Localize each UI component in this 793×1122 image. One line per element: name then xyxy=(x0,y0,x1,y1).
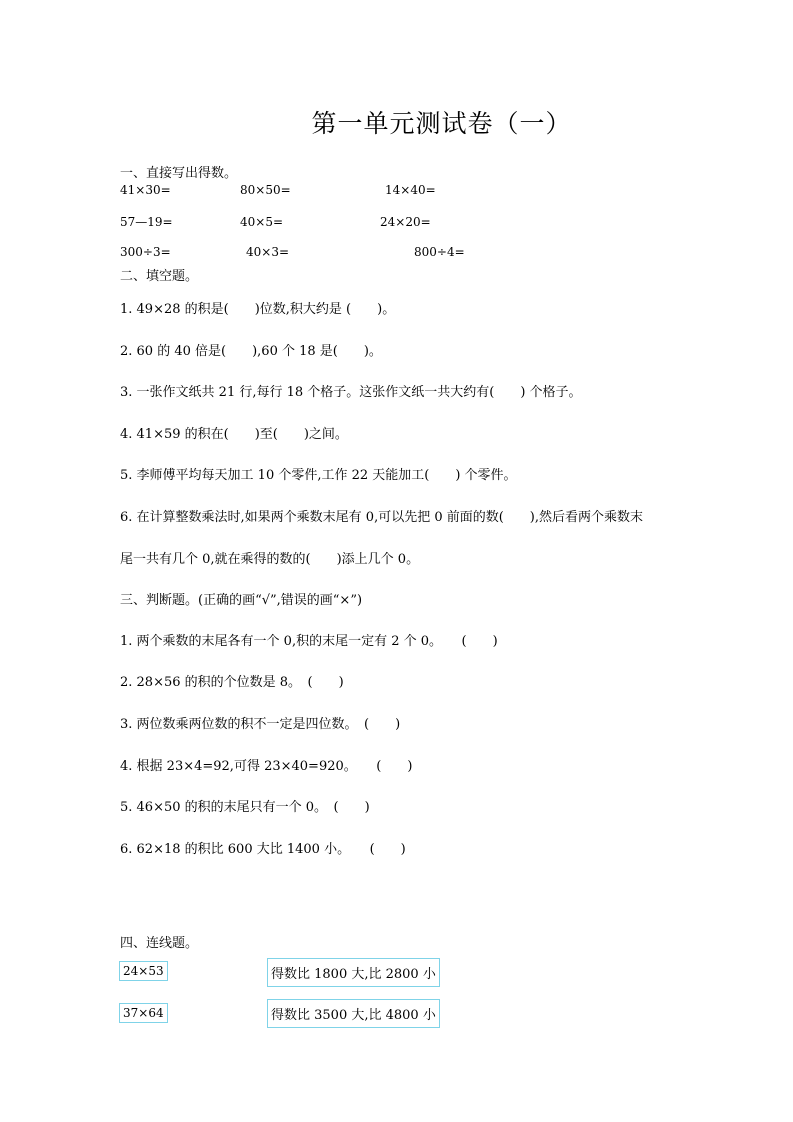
judge-item: 5. 46×50 的积的末尾只有一个 0。 ( ) xyxy=(120,800,370,815)
calc-item: 24×20= xyxy=(380,215,431,229)
match-left-item[interactable]: 24×53 xyxy=(119,961,168,981)
fill-item: 4. 41×59 的积在( )至( )之间。 xyxy=(120,427,348,442)
page-title: 第一单元测试卷（一） xyxy=(311,109,572,138)
judge-item: 2. 28×56 的积的个位数是 8。 ( ) xyxy=(120,675,344,690)
calc-item: 57—19= xyxy=(120,215,173,229)
judge-item: 3. 两位数乘两位数的积不一定是四位数。 ( ) xyxy=(120,717,401,732)
fill-item: 6. 在计算整数乘法时,如果两个乘数末尾有 0,可以先把 0 前面的数( ),然后看两个乘数末 xyxy=(120,510,644,525)
calc-item: 14×40= xyxy=(385,183,436,197)
fill-item: 3. 一张作文纸共 21 行,每行 18 个格子。这张作文纸一共大约有( ) 个格子。 xyxy=(120,385,582,400)
judge-item: 4. 根据 23×4=92,可得 23×40=920。 ( ) xyxy=(120,759,413,774)
judge-item: 1. 两个乘数的末尾各有一个 0,积的末尾一定有 2 个 0。 ( ) xyxy=(120,634,498,649)
fill-item: 2. 60 的 40 倍是( ),60 个 18 是( )。 xyxy=(120,344,382,359)
match-right-item[interactable]: 得数比 3500 大,比 4800 小 xyxy=(267,999,440,1028)
fill-item: 5. 李师傅平均每天加工 10 个零件,工作 22 天能加工( ) 个零件。 xyxy=(120,468,517,483)
section-1-heading: 一、直接写出得数。 xyxy=(120,166,238,181)
calc-item: 40×5= xyxy=(240,215,284,229)
fill-item: 1. 49×28 的积是( )位数,积大约是 ( )。 xyxy=(120,302,396,317)
calc-item: 800÷4= xyxy=(414,245,465,259)
judge-item: 6. 62×18 的积比 600 大比 1400 小。 ( ) xyxy=(120,842,406,857)
section-4-heading: 四、连线题。 xyxy=(120,936,199,951)
calc-item: 41×30= xyxy=(120,183,171,197)
match-right-item[interactable]: 得数比 1800 大,比 2800 小 xyxy=(267,958,440,987)
calc-item: 40×3= xyxy=(246,245,290,259)
match-left-item[interactable]: 37×64 xyxy=(119,1003,168,1023)
calc-item: 80×50= xyxy=(240,183,291,197)
section-2-heading: 二、填空题。 xyxy=(120,269,199,284)
section-3-heading: 三、判断题。(正确的画“√”,错误的画“×”) xyxy=(120,593,363,608)
calc-item: 300÷3= xyxy=(120,245,171,259)
fill-item: 尾一共有几个 0,就在乘得的数的( )添上几个 0。 xyxy=(120,552,420,567)
